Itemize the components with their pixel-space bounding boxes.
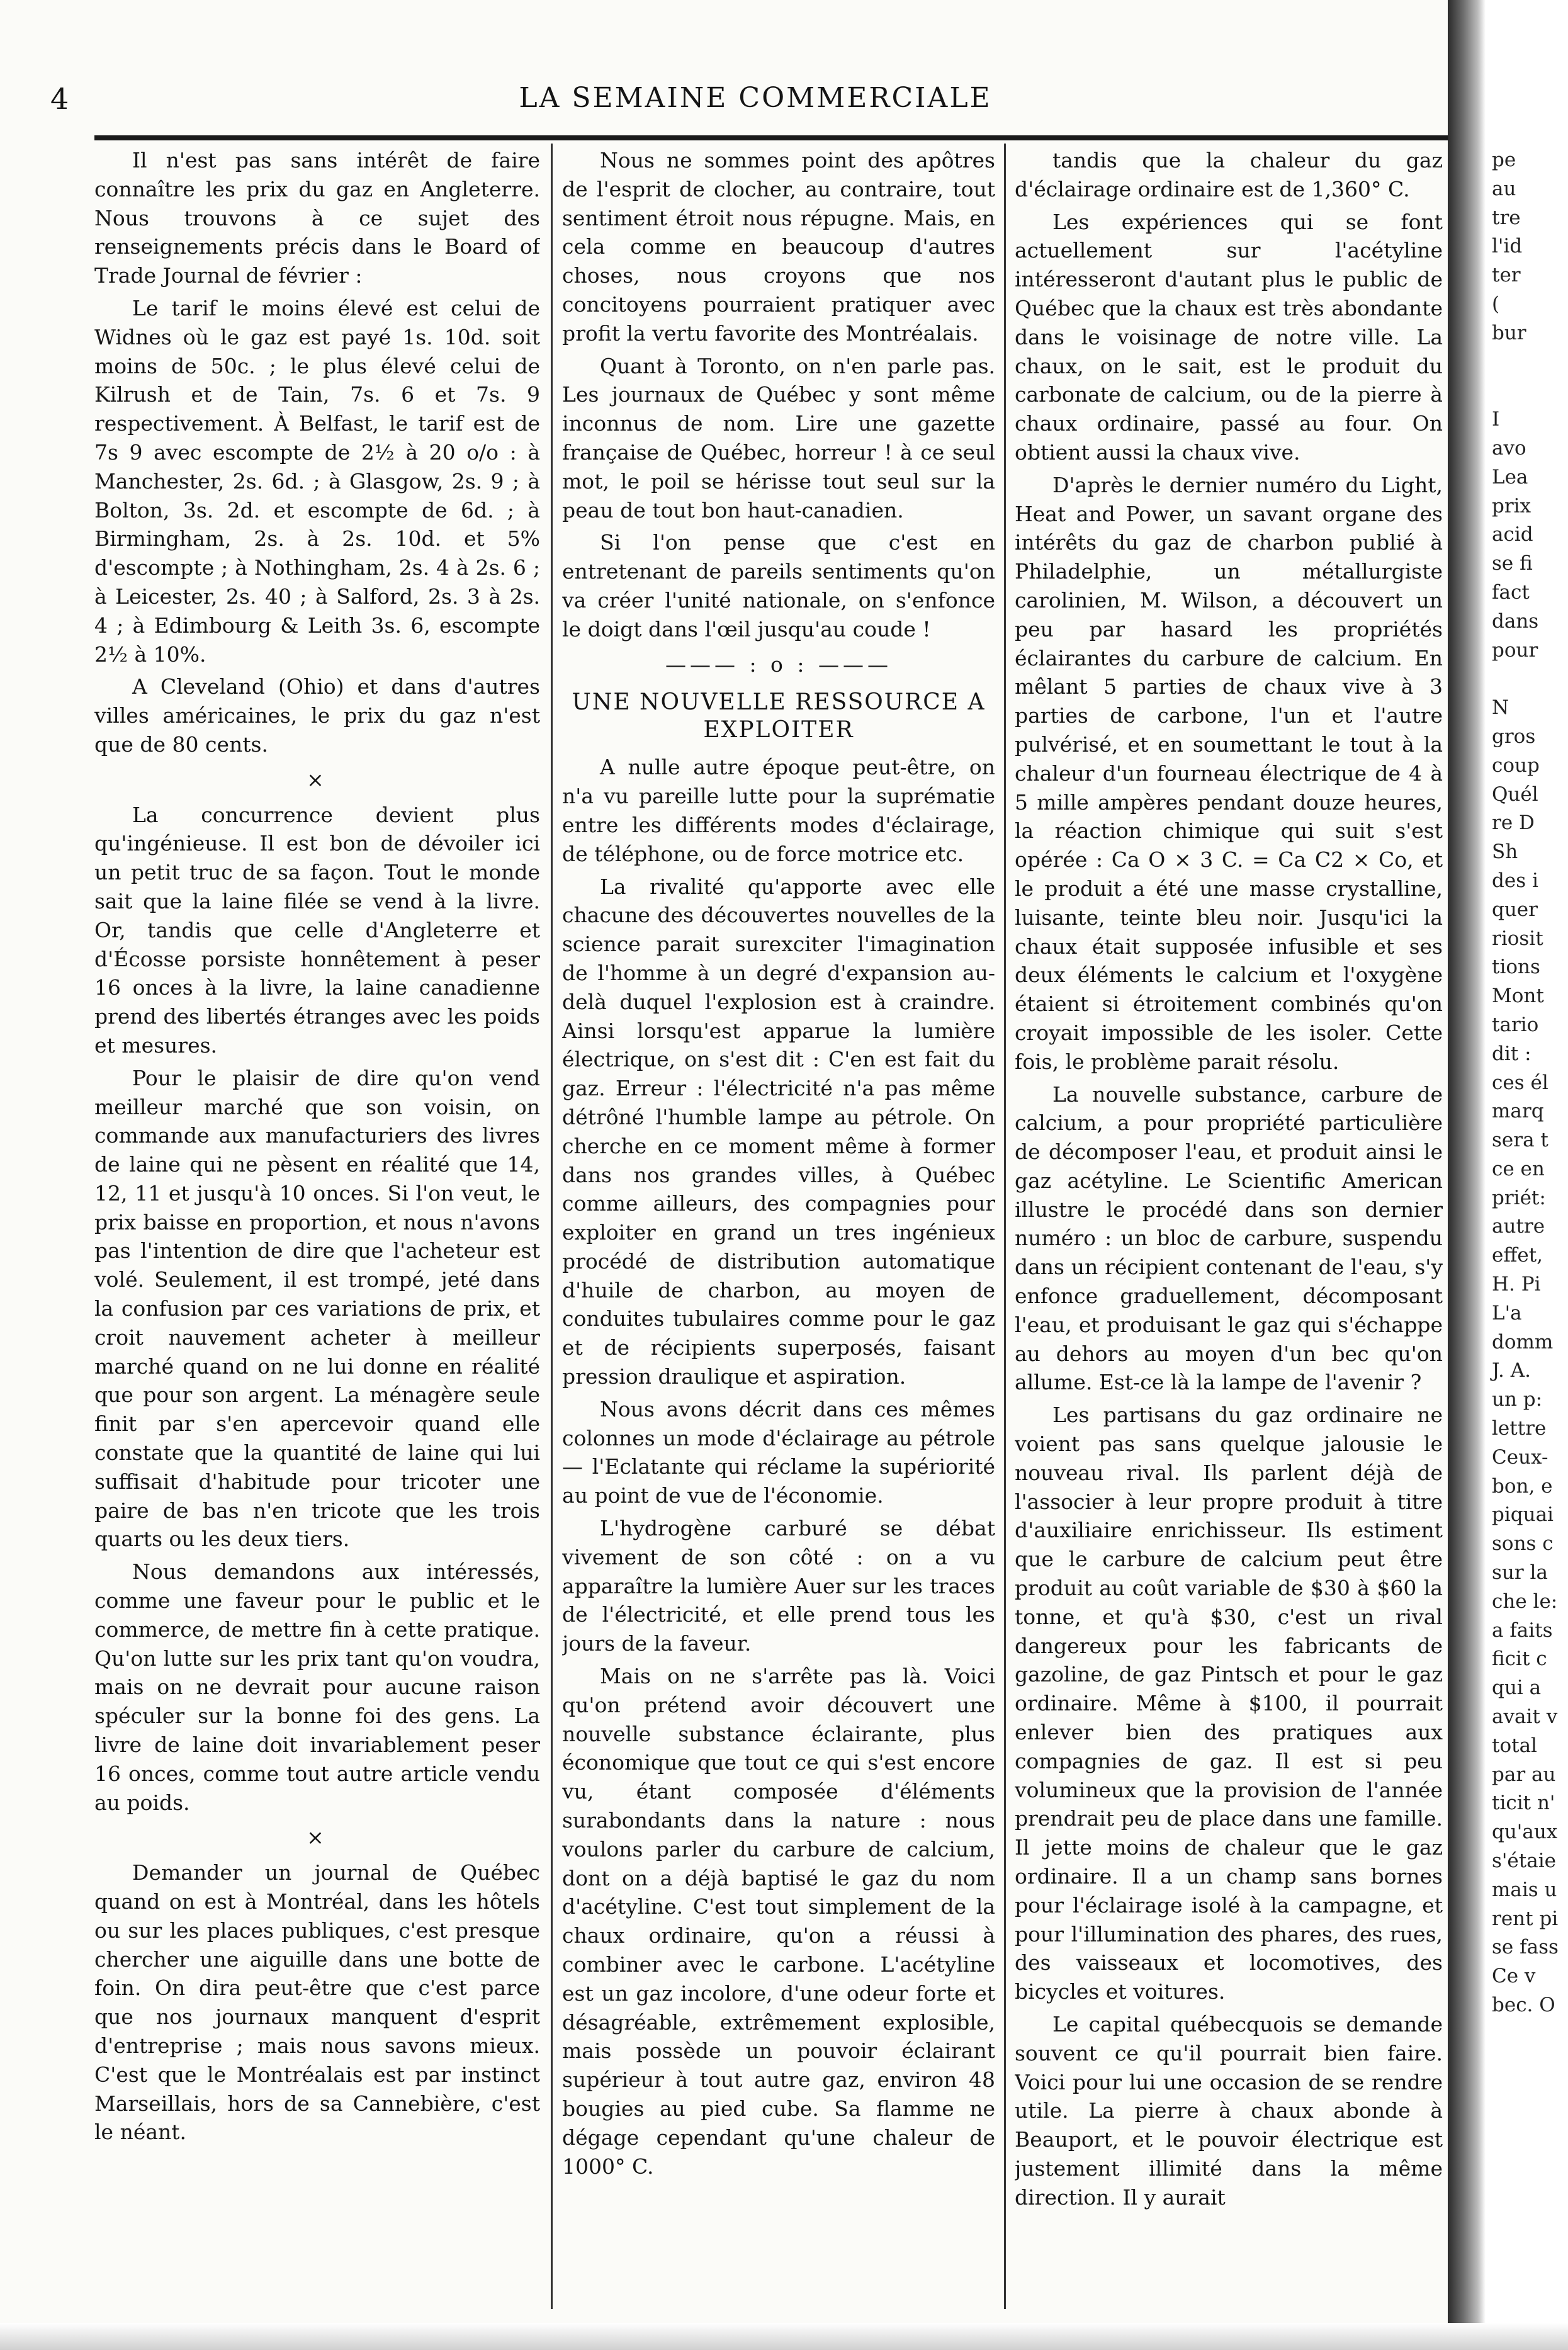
edge-fragment: coup bbox=[1492, 754, 1540, 777]
edge-fragment bbox=[1492, 376, 1564, 405]
edge-fragment: tre bbox=[1492, 206, 1521, 229]
paragraph: A nulle autre époque peut-être, on n'a vu pareille lutte pour la suprématie entre les différents modes d'éclairage, de téléphone, ou de force motrice etc. bbox=[562, 755, 995, 866]
paragraph: La nouvelle substance, carbure de calcium, a pour propriété particulière de décomposer l'eau, et produit ainsi le gaz acétyline. Le Scientific American illustre le procédé dans son dernier numéro : un bloc de carbure, suspendu dans un récipient contenant de l'eau, s'y enfonce graduellement, décomposant l'eau, et produisant le gaz qui s'échappe au dehors au moyen d'un bec qu'on allume. Est-ce là la lampe de l'avenir ? bbox=[1015, 1082, 1443, 1395]
edge-fragment: ce en bbox=[1492, 1157, 1545, 1180]
edge-fragment: priét: bbox=[1492, 1186, 1546, 1209]
binding-shadow bbox=[1448, 0, 1486, 2350]
edge-fragment: piquai bbox=[1492, 1503, 1554, 1527]
edge-fragment bbox=[1492, 348, 1564, 377]
edge-fragment: dans bbox=[1492, 609, 1539, 633]
article-title-line: UNE NOUVELLE RESSOURCE A bbox=[572, 689, 986, 716]
paragraph: L'hydrogène carburé se débat vivement de son côté : on a vu apparaître la lumière Auer sur les traces de l'électricité, et elle prend tous les jours de la faveur. bbox=[562, 1516, 995, 1656]
edge-fragment: domm bbox=[1492, 1330, 1554, 1353]
edge-fragment: tario bbox=[1492, 1013, 1539, 1036]
paragraph: Si l'on pense que c'est en entretenant de pareils sentiments qu'on va créer l'unité nationale, on s'enfonce le doigt dans l'œil jusqu'au coude ! bbox=[562, 530, 995, 641]
edge-fragment: l'id bbox=[1492, 235, 1523, 258]
edge-fragment: s'étaie bbox=[1492, 1850, 1556, 1873]
page-bottom-edge bbox=[0, 2323, 1568, 2350]
edge-fragment: bon, e bbox=[1492, 1474, 1553, 1498]
page-header bbox=[50, 82, 1460, 126]
edge-fragment: pour bbox=[1492, 638, 1538, 662]
paragraph: tandis que la chaleur du gaz d'éclairage ordinaire est de 1,360° C. bbox=[1015, 148, 1443, 201]
edge-fragment: un p: bbox=[1492, 1388, 1543, 1411]
column-1 bbox=[94, 146, 540, 2312]
edge-fragment: des i bbox=[1492, 869, 1538, 892]
edge-fragment: autre bbox=[1492, 1215, 1545, 1238]
header-rule bbox=[94, 135, 1454, 140]
edge-fragment: J. A. bbox=[1492, 1359, 1531, 1382]
paragraph: La rivalité qu'apporte avec elle chacune des découvertes nouvelles de la science parait surexciter l'imagination de l'homme à un degré d'expansion au-delà duquel l'explosion est à craindre. Ainsi lorsqu'est apparue la lumière électrique, on s'est dit : C'en est fait du gaz. Erreur : l'électricité n'a pas même détrôné l'humble lampe au pétrole. On cherche en ce moment même à former dans nos grandes villes, à Québec comme ailleurs, des compagnies pour exploiter en grand un tres ingénieux procédé de distribution automatique d'huile de charbon, au moyen de conduites tubulaires comme pour le gaz et de récipients superposés, faisant pression draulique et aspiration. bbox=[562, 874, 995, 1389]
edge-fragment: L'a bbox=[1492, 1301, 1522, 1325]
edge-fragment: ( bbox=[1492, 292, 1500, 315]
edge-fragment: sons c bbox=[1492, 1532, 1554, 1556]
edge-fragment: Ce v bbox=[1492, 1965, 1536, 1988]
edge-fragment: gros bbox=[1492, 725, 1536, 748]
edge-fragment: se fass bbox=[1492, 1936, 1559, 1959]
edge-fragment: re D bbox=[1492, 811, 1535, 835]
edge-fragment: ficit c bbox=[1492, 1647, 1547, 1671]
edge-fragment: I bbox=[1492, 408, 1500, 431]
page-number: 4 bbox=[50, 82, 69, 116]
edge-fragment: ticit n' bbox=[1492, 1792, 1555, 1815]
paragraph: Il n'est pas sans intérêt de faire connaître les prix du gaz en Angleterre. Nous trouvons à ce sujet des renseignements précis dans le Board of Trade Journal de février : bbox=[94, 148, 540, 288]
paragraph: Mais on ne s'arrête pas là. Voici qu'on prétend avoir découvert une nouvelle substance éclairante, plus économique que tout ce qui s'est encore vu, étant composée d'éléments surabondants dans la nature : nous voulons parler du carbure de calcium, dont on a déjà baptisé le gaz du nom d'acétyline. C'est tout simplement de la chaux ordinaire, qu'on a réussi à combiner avec le carbone. L'acétyline est un gaz incolore, d'une odeur forte et désagréable, extrêmement explosible, mais possède un pouvoir éclairant supérieur à tout autre gaz, environ 48 bougies au pied cube. Sa flamme ne dégage cependant qu'une chaleur de 1000° C. bbox=[562, 1664, 995, 2179]
column-2 bbox=[562, 146, 995, 2312]
article-title-line: EXPLOITER bbox=[703, 717, 854, 743]
section-separator: × bbox=[307, 767, 328, 792]
column-divider-1 bbox=[551, 144, 553, 2309]
edge-fragment: H. Pi bbox=[1492, 1273, 1541, 1296]
edge-fragment: quer bbox=[1492, 898, 1538, 921]
edge-fragment: Quél bbox=[1492, 782, 1538, 806]
edge-fragment: pe bbox=[1492, 149, 1516, 171]
edge-fragment: riosit bbox=[1492, 927, 1543, 950]
edge-fragment: sera t bbox=[1492, 1129, 1548, 1152]
edge-fragment: prix bbox=[1492, 494, 1531, 517]
paragraph: Les partisans du gaz ordinaire ne voient pas sans quelque jalousie le nouveau rival. Ils parlent déjà de l'associer à leur propre produit à titre d'auxiliaire enrichisseur. Ils estiment que le carbure de calcium peut être produit au coût variable de $30 à $60 la tonne, et qu'à $30, c'est un rival dangereux pour les fabricants de gazoline, de gaz Pintsch et pour le gaz ordinaire. Même à $100, il pourrait enlever bien des pratiques aux compagnies de gaz. Il est si peu volumineux que la provision de l'année prendrait peu de place dans une famille. Il jette moins de chaleur que le gaz ordinaire. Il a un champ sans bornes pour l'éclairage isolé à la campagne, et pour l'illumination des phares, des rues, des vaisseaux et locomotives, des bicycles et voitures. bbox=[1015, 1403, 1443, 2004]
paragraph: Le tarif le moins élevé est celui de Widnes où le gaz est payé 1s. 10d. soit moins de 50c. ; le plus élevé celui de Kilrush et de Tain, 7s. 6 et 7s. 9 respectivement. À Belfast, le tarif est de 7s 9 avec escompte de 2½ à 20 o/o : à Manchester, 2s. 6d. ; à Glasgow, 2s. 9 ; à Bolton, 3s. 2d. et escompte de 6d. ; à Birmingham, 2s. à 2s. 10d. et 5% d'escompte ; à Nothingham, 2s. 4 à 2s. 6 ; à Leicester, 2s. 40 ; à Salford, 2s. 3 à 2s. 4 ; à Edimbourg & Leith 3s. 6, escompte 2½ à 10%. bbox=[94, 295, 540, 667]
edge-fragment: avait v bbox=[1492, 1705, 1558, 1729]
edge-fragment: Sh bbox=[1492, 840, 1518, 864]
edge-fragment: total bbox=[1492, 1734, 1537, 1757]
edge-fragment: par au bbox=[1492, 1763, 1556, 1786]
paragraph: Les expériences qui se font actuellement sur l'acétyline intéresseront d'autant plus le public de Québec que la chaux est très abondante dans le voisinage de notre ville. La chaux, on le sait, est le produit du carbonate de calcium, ou de la pierre à chaux ordinaire, passé au four. On obtient aussi la chaux vive. bbox=[1015, 209, 1443, 465]
edge-fragment bbox=[1492, 665, 1564, 694]
paragraph: La concurrence devient plus qu'ingénieuse. Il est bon de dévoiler ici un petit truc de sa façon. Tout le monde sait que la laine filée se vend à la livre. Or, tandis que celle d'Angleterre et d'Écosse porsiste honnêtement à peser 16 onces à la livre, la laine canadienne prend des libertés étranges avec les poids et mesures. bbox=[94, 802, 540, 1058]
edge-fragment: che le: bbox=[1492, 1590, 1558, 1613]
paragraph: Le capital québecquois se demande souvent ce qu'il pourrait bien faire. Voici pour lui une occasion de se rendre utile. La pierre à chaux abonde à Beauport, et le pouvoir électrique est justement illimité dans la même direction. Il y aurait bbox=[1015, 2012, 1443, 2210]
column-divider-2 bbox=[1004, 144, 1006, 2309]
edge-fragment: N bbox=[1492, 696, 1509, 720]
edge-fragment: Ceux- bbox=[1492, 1445, 1548, 1469]
edge-fragment: se fi bbox=[1492, 552, 1533, 575]
edge-fragment: a faits bbox=[1492, 1618, 1553, 1642]
paragraph: D'après le dernier numéro du Light, Heat and Power, un savant organe des intérêts du gaz de charbon publié à Philadelphie, un métallurgiste carolinien, M. Wilson, a découvert un peu par hasard les propriétés éclairantes du carbure de calcium. En mêlant 5 parties de chaux vive à 3 parties de carbone, l'un et l'autre pulvérisé, et en soumettant le tout à la chaleur d'un fourneau électrique de 4 à 5 mille ampères pendant douze heures, la réaction chimique qui suit s'est opérée : Ca O × 3 C. = Ca C2 × Co, et le produit a été une masse crystalline, luisante, teinte bleu noir. Jusqu'ici la chaux était supposée infusible et ses deux éléments le calcium et l'oxygène étaient si étroitement combinés qu'on croyait impossible de les isoler. Cette fois, le problème parait résolu. bbox=[1015, 472, 1443, 1074]
facing-page-edge bbox=[1448, 0, 1568, 2350]
edge-fragment: au bbox=[1492, 177, 1516, 200]
article-title bbox=[562, 689, 995, 744]
edge-fragment: ter bbox=[1492, 264, 1521, 287]
edge-fragment: tions bbox=[1492, 956, 1540, 979]
edge-fragment: dit : bbox=[1492, 1042, 1531, 1065]
edge-fragment: lettre bbox=[1492, 1417, 1547, 1440]
edge-fragment: mais u bbox=[1492, 1878, 1557, 1901]
facing-page-fragments bbox=[1492, 146, 1564, 2020]
edge-fragment: effet, bbox=[1492, 1244, 1543, 1267]
paragraph: A Cleveland (Ohio) et dans d'autres villes américaines, le prix du gaz n'est que de 80 cents. bbox=[94, 674, 540, 757]
edge-fragment: Mont bbox=[1492, 985, 1544, 1008]
edge-fragment: ces él bbox=[1492, 1071, 1548, 1094]
edge-fragment: bec. O bbox=[1492, 1994, 1555, 2016]
edge-fragment: bur bbox=[1492, 321, 1526, 344]
paragraph: Nous ne sommes point des apôtres de l'esprit de clocher, au contraire, tout sentiment étroit nous répugne. Mais, en cela comme en beaucoup d'autres choses, nous croyons que nos concitoyens pourraient pratiquer avec profit la vertu favorite des Montréalais. bbox=[562, 148, 995, 346]
paragraph: Nous avons décrit dans ces mêmes colonnes un mode d'éclairage au pétrole — l'Eclatante qui réclame la supériorité au point de vue de l'économie. bbox=[562, 1396, 995, 1508]
edge-fragment: sur la bbox=[1492, 1561, 1548, 1585]
edge-fragment: marq bbox=[1492, 1100, 1544, 1123]
column-3 bbox=[1015, 146, 1443, 2312]
section-separator: × bbox=[307, 1825, 328, 1850]
paragraph: Quant à Toronto, on n'en parle pas. Les journaux de Québec y sont même inconnus de nom. Lire une gazette française de Québec, horreur ! à ce seul mot, le poil se hérisse tout seul sur la peau de tout bon haut-canadien. bbox=[562, 353, 995, 523]
edge-fragment: rent pi bbox=[1492, 1907, 1559, 1930]
running-title: LA SEMAINE COMMERCIALE bbox=[519, 82, 992, 114]
edge-fragment: qu'aux bbox=[1492, 1821, 1558, 1844]
edge-fragment: avo bbox=[1492, 436, 1526, 460]
article-separator: ——— : o : ——— bbox=[665, 652, 893, 677]
edge-fragment: Lea bbox=[1492, 465, 1528, 489]
paragraph: Nous demandons aux intéressés, comme une faveur pour le public et le commerce, de mettre fin à cette pratique. Qu'on lutte sur les prix tant qu'on voudra, mais on ne devrait pour aucune raison spéculer sur la bonne foi des gens. La livre de laine doit invariablement peser 16 onces, comme tout autre article vendu au poids. bbox=[94, 1559, 540, 1815]
edge-fragment: qui a bbox=[1492, 1676, 1542, 1700]
paragraph: Demander un journal de Québec quand on est à Montréal, dans les hôtels ou sur les places publiques, c'est presque chercher une aiguille dans une botte de foin. On dira peut-être que c'est parce que nos journaux manquent d'esprit d'entreprise ; mais nous savons mieux. C'est que le Montréalais est par instinct Marseillais, hors de sa Cannebière, c'est le néant. bbox=[94, 1860, 540, 2145]
paragraph: Pour le plaisir de dire qu'on vend meilleur marché que son voisin, on commande aux manufacturiers des livres de laine qui ne pèsent en réalité que 14, 12, 11 et jusqu'à 10 onces. Si l'on veut, le prix baisse en proportion, et nous n'avons pas l'intention de dire que l'acheteur est volé. Seulement, il est trompé, jeté dans la confusion par ces variations de prix, et croit nauvement acheter à meilleur marché quand on ne lui donne en réalité que pour son argent. La ménagère seule finit par s'en apercevoir quand elle constate que la quantité de laine qui lui suffisait d'habitude pour tricoter une paire de bas n'en tricote que les trois quarts ou les deux tiers. bbox=[94, 1065, 540, 1552]
edge-fragment: acid bbox=[1492, 523, 1533, 546]
edge-fragment: fact bbox=[1492, 580, 1530, 604]
